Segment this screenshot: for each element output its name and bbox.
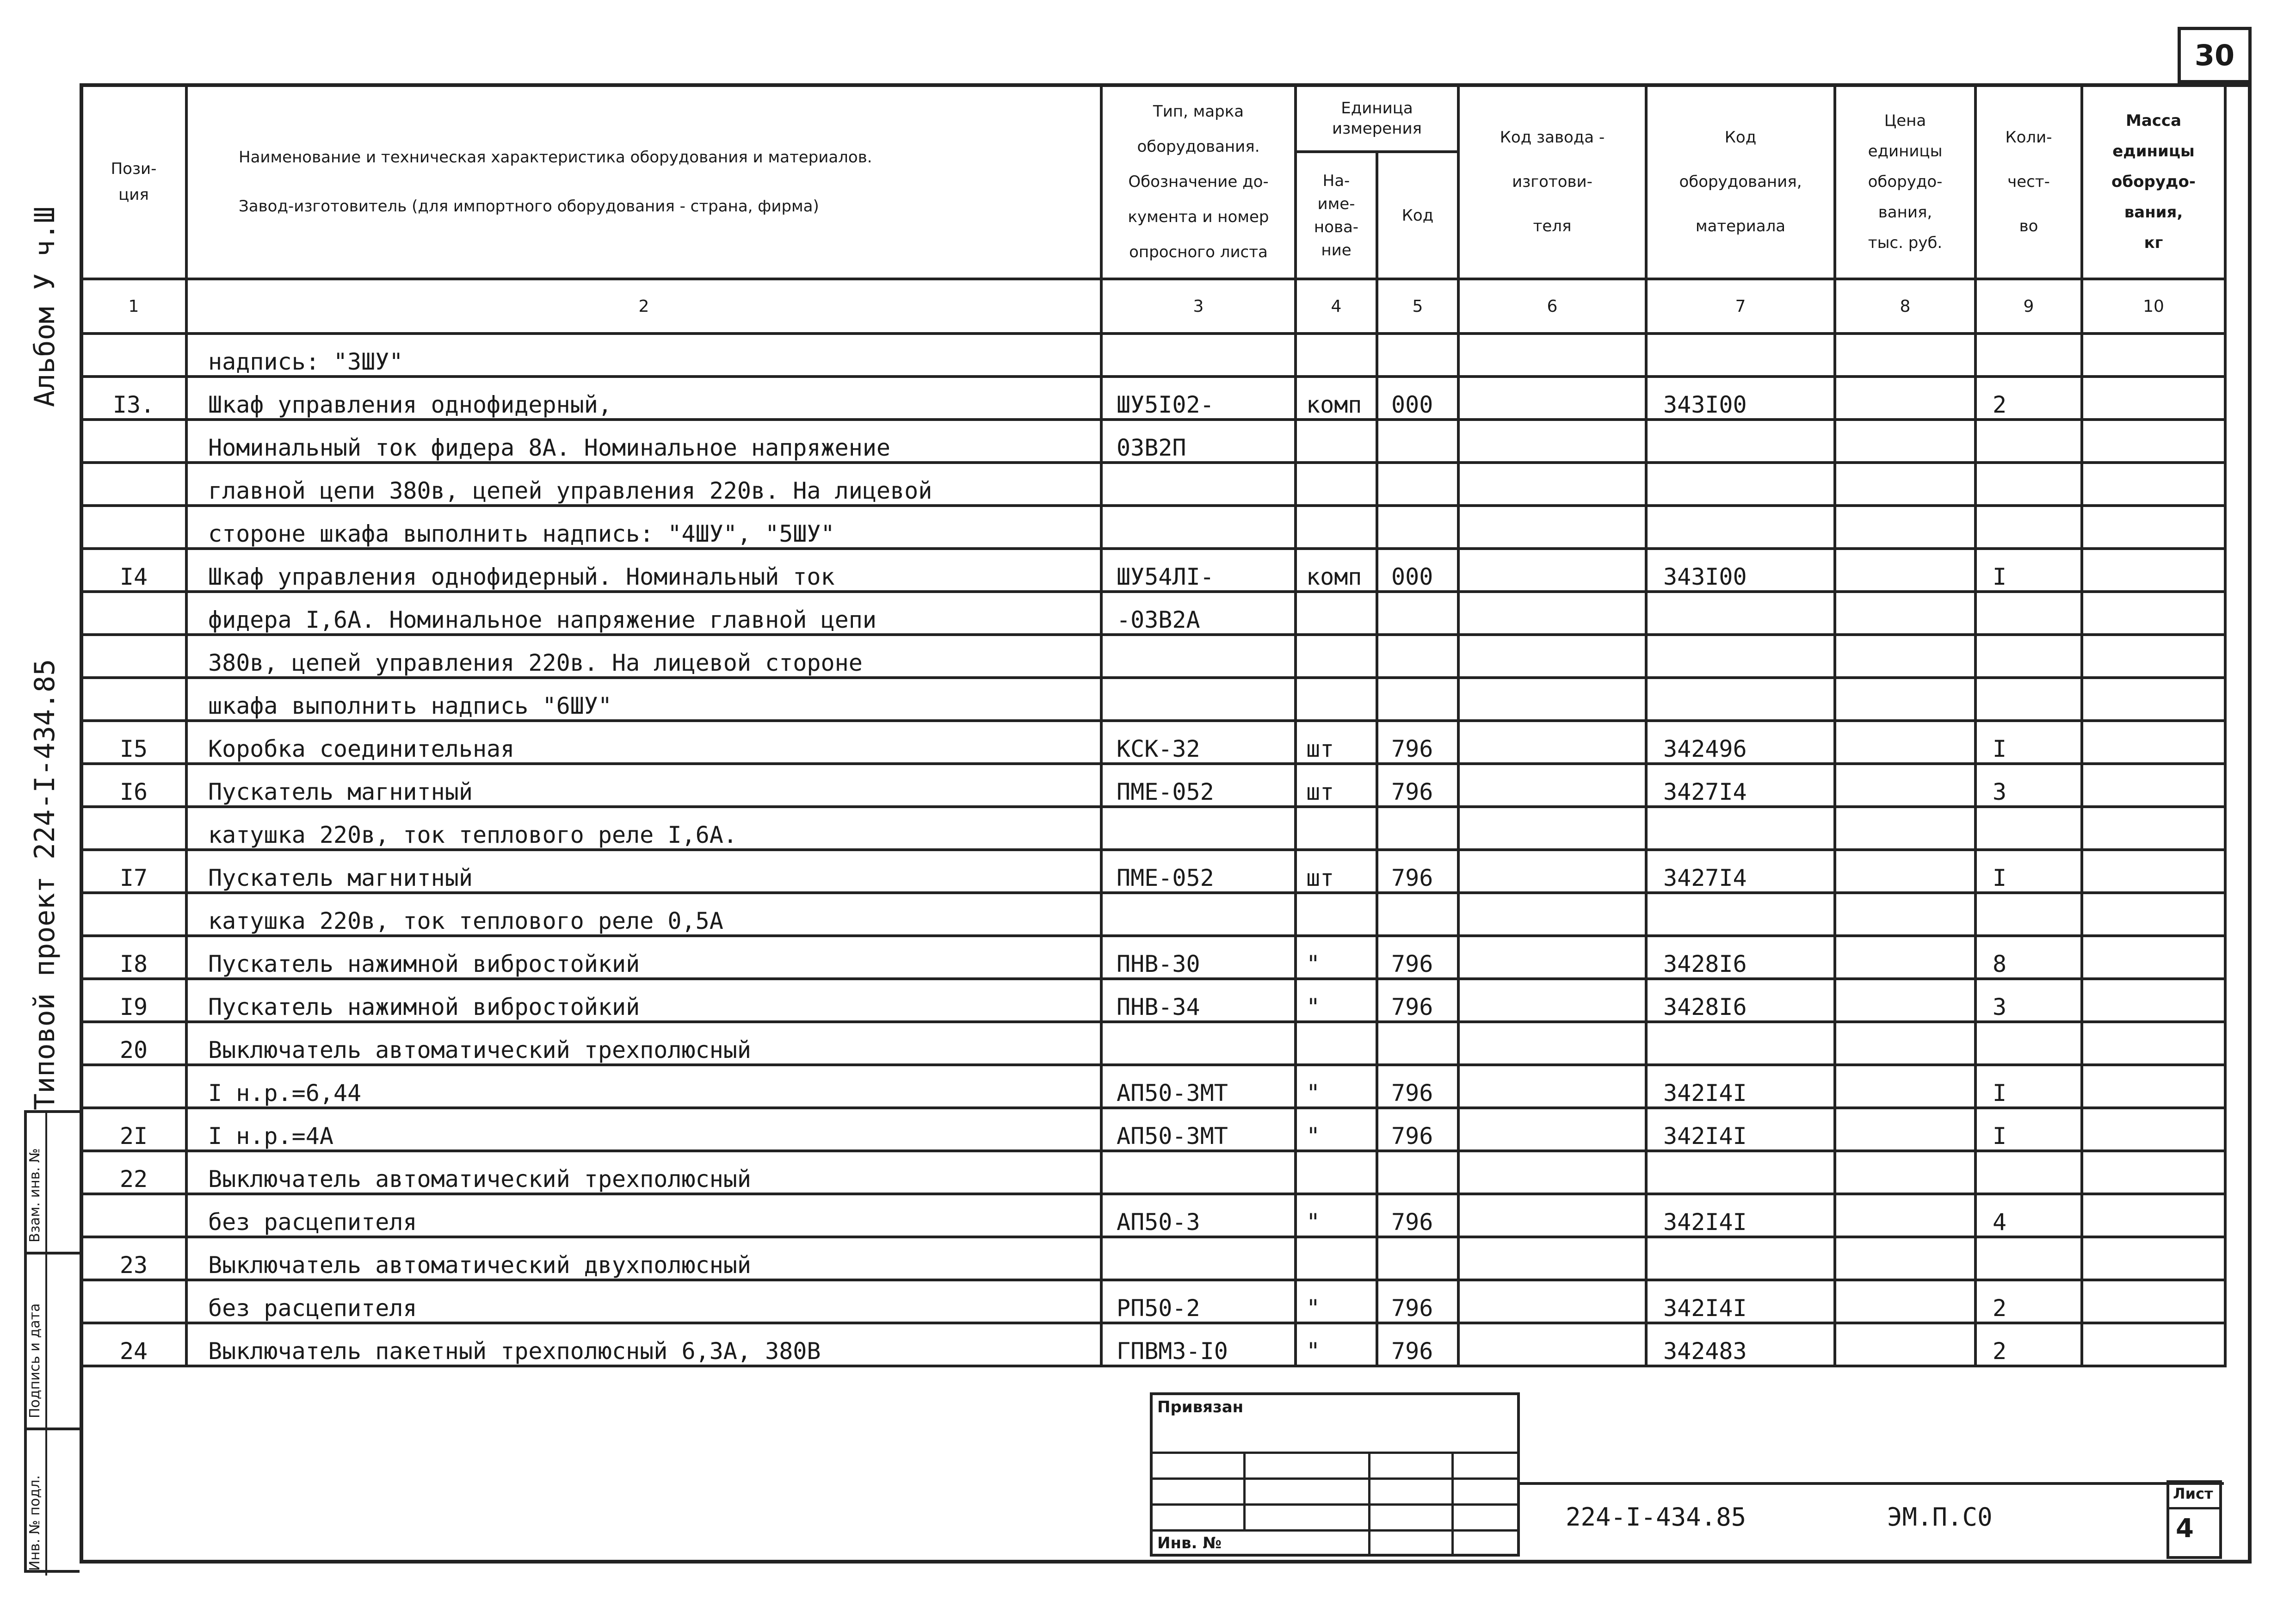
row-quantity: 4 — [1975, 1194, 2082, 1237]
row-quantity: I — [1975, 549, 2082, 592]
row-equipment-code: 342I4I — [1646, 1065, 1835, 1108]
row-unit-name: шт — [1296, 721, 1377, 764]
col-number: 1 — [81, 279, 186, 334]
row-type: ГПВМ3-I0 — [1101, 1323, 1296, 1366]
row-name: главной цепи 380в, цепей управления 220в. На лицевой — [186, 463, 1101, 506]
row-name: Выключатель пакетный трехполюсный 6,3А, 380В — [186, 1323, 1101, 1366]
row-name: шкафа выполнить надпись "6ШУ" — [186, 678, 1101, 721]
row-unit-code: 796 — [1377, 721, 1458, 764]
page-number: 30 — [2178, 27, 2252, 83]
col-number: 2 — [186, 279, 1101, 334]
row-unit-code: 796 — [1377, 1280, 1458, 1323]
album-label: Альбом У ч.Ш — [29, 206, 61, 407]
project-label: Типовой проект 224-I-434.85 — [29, 659, 61, 1110]
row-unit-name: " — [1296, 1194, 1377, 1237]
row-type: ПМЕ-052 — [1101, 764, 1296, 807]
row-name: Номинальный ток фидера 8А. Номинальное напряжение — [186, 420, 1101, 463]
row-unit-code: 796 — [1377, 1108, 1458, 1151]
row-name: Шкаф управления однофидерный, — [186, 377, 1101, 420]
row-name: 380в, цепей управления 220в. На лицевой стороне — [186, 635, 1101, 678]
row-unit-name: " — [1296, 979, 1377, 1022]
row-type: ШУ5I02- — [1101, 377, 1296, 420]
row-name: Выключатель автоматический двухполюсный — [186, 1237, 1101, 1280]
row-unit-name: шт — [1296, 764, 1377, 807]
row-equipment-code: 342I4I — [1646, 1108, 1835, 1151]
bound-label: Привязан — [1157, 1398, 1244, 1416]
row-equipment-code: 343I00 — [1646, 377, 1835, 420]
row-quantity: I — [1975, 721, 2082, 764]
row-unit-code: 796 — [1377, 1323, 1458, 1366]
stamp-replacement: Взам. инв. № — [27, 1148, 43, 1242]
row-unit-code: 000 — [1377, 549, 1458, 592]
row-type: КСК-32 — [1101, 721, 1296, 764]
row-name: I н.р.=6,44 — [186, 1065, 1101, 1108]
row-equipment-code: 342483 — [1646, 1323, 1835, 1366]
row-name: стороне шкафа выполнить надпись: "4ШУ", "5ШУ" — [186, 506, 1101, 549]
row-name: Пускатель магнитный — [186, 764, 1101, 807]
row-equipment-code: 3428I6 — [1646, 979, 1835, 1022]
row-name: Выключатель автоматический трехполюсный — [186, 1022, 1101, 1065]
row-quantity: 2 — [1975, 1280, 2082, 1323]
col-number: 9 — [1975, 279, 2082, 334]
row-unit-name: шт — [1296, 850, 1377, 893]
row-position: I4 — [81, 549, 186, 592]
header-unit-name: На- име- нова- ние — [1296, 152, 1377, 279]
row-position: I8 — [81, 936, 186, 979]
row-type: ШУ54ЛI- — [1101, 549, 1296, 592]
sheet-label: Лист — [2173, 1485, 2213, 1502]
row-quantity: I — [1975, 1065, 2082, 1108]
row-type: РП50-2 — [1101, 1280, 1296, 1323]
row-position: 24 — [81, 1323, 186, 1366]
header-unit-group: Единица измерения — [1296, 85, 1458, 152]
row-unit-code: 796 — [1377, 1065, 1458, 1108]
row-quantity: I — [1975, 850, 2082, 893]
row-unit-name: комп — [1296, 549, 1377, 592]
row-unit-name: " — [1296, 1323, 1377, 1366]
row-name: без расцепителя — [186, 1194, 1101, 1237]
row-equipment-code: 342496 — [1646, 721, 1835, 764]
row-equipment-code: 342I4I — [1646, 1194, 1835, 1237]
row-quantity: 8 — [1975, 936, 2082, 979]
row-position: 2I — [81, 1108, 186, 1151]
row-name: катушка 220в, ток теплового реле I,6А. — [186, 807, 1101, 850]
outer-frame — [80, 83, 2252, 1564]
row-type: АП50-3МТ — [1101, 1108, 1296, 1151]
inventory-label: Инв. № — [1157, 1534, 1222, 1552]
col-number: 7 — [1646, 279, 1835, 334]
header-name-line1: Наименование и техническая характеристика оборудования и материалов. — [239, 148, 872, 167]
row-quantity: 3 — [1975, 764, 2082, 807]
row-name: Пускатель нажимной вибростойкий — [186, 936, 1101, 979]
row-name: надпись: "ЗШУ" — [186, 334, 1101, 377]
row-name: Пускатель нажимной вибростойкий — [186, 979, 1101, 1022]
row-quantity: I — [1975, 1108, 2082, 1151]
header-unit-code: Код — [1377, 152, 1458, 279]
row-unit-name: " — [1296, 1280, 1377, 1323]
header-unit-price: Цена единицы оборудо- вания, тыс. руб. — [1835, 85, 1975, 279]
row-position: I3. — [81, 377, 186, 420]
row-type: ПНВ-30 — [1101, 936, 1296, 979]
document-mark: ЭМ.П.С0 — [1887, 1502, 1993, 1532]
row-quantity: 2 — [1975, 1323, 2082, 1366]
document-code: 224-I-434.85 — [1566, 1502, 1747, 1532]
row-unit-code: 796 — [1377, 764, 1458, 807]
row-unit-code: 796 — [1377, 979, 1458, 1022]
row-unit-name: комп — [1296, 377, 1377, 420]
header-manufacturer-code: Код завода - изготови- теля — [1458, 85, 1646, 279]
row-unit-name: " — [1296, 1108, 1377, 1151]
header-position: Пози- ция — [81, 85, 186, 279]
row-unit-code: 796 — [1377, 1194, 1458, 1237]
row-equipment-code: 343I00 — [1646, 549, 1835, 592]
stamp-signature-date: Подпись и дата — [27, 1303, 43, 1418]
approval-stamps — [24, 1110, 80, 1573]
header-type: Тип, марка оборудования. Обозначение до- кумента и номер опросного листа — [1101, 85, 1296, 279]
row-position: 22 — [81, 1151, 186, 1194]
row-name: Пускатель магнитный — [186, 850, 1101, 893]
row-name: катушка 220в, ток теплового реле 0,5А — [186, 893, 1101, 936]
row-name: Выключатель автоматический трехполюсный — [186, 1151, 1101, 1194]
row-quantity: 3 — [1975, 979, 2082, 1022]
stamp-original-inventory: Инв. № подл. — [27, 1475, 43, 1571]
col-number: 8 — [1835, 279, 1975, 334]
col-number: 4 — [1296, 279, 1377, 334]
row-type: ПНВ-34 — [1101, 979, 1296, 1022]
row-type: АП50-3 — [1101, 1194, 1296, 1237]
col-number: 5 — [1377, 279, 1458, 334]
row-unit-code: 000 — [1377, 377, 1458, 420]
header-name-line2: Завод-изготовитель (для импортного оборудования - страна, фирма) — [239, 197, 819, 216]
row-position: I6 — [81, 764, 186, 807]
col-number: 3 — [1101, 279, 1296, 334]
row-position: I7 — [81, 850, 186, 893]
row-quantity: 2 — [1975, 377, 2082, 420]
row-type: -03В2А — [1101, 592, 1296, 635]
row-equipment-code: 342I4I — [1646, 1280, 1835, 1323]
row-unit-code: 796 — [1377, 936, 1458, 979]
col-number: 10 — [2082, 279, 2225, 334]
row-equipment-code: 3428I6 — [1646, 936, 1835, 979]
row-position: I5 — [81, 721, 186, 764]
row-name: без расцепителя — [186, 1280, 1101, 1323]
sheet-number: 4 — [2176, 1514, 2194, 1544]
row-type: ПМЕ-052 — [1101, 850, 1296, 893]
row-position: 23 — [81, 1237, 186, 1280]
row-position: 20 — [81, 1022, 186, 1065]
header-mass: Масса единицы оборудо- вания, кг — [2082, 85, 2225, 279]
row-name: Шкаф управления однофидерный. Номинальный ток — [186, 549, 1101, 592]
header-equipment-code: Код оборудования, материала — [1646, 85, 1835, 279]
row-position: I9 — [81, 979, 186, 1022]
row-unit-name: " — [1296, 936, 1377, 979]
row-name: I н.р.=4А — [186, 1108, 1101, 1151]
header-quantity: Коли- чест- во — [1975, 85, 2082, 279]
row-name: фидера I,6А. Номинальное напряжение главной цепи — [186, 592, 1101, 635]
row-unit-code: 796 — [1377, 850, 1458, 893]
row-type: АП50-3МТ — [1101, 1065, 1296, 1108]
col-number: 6 — [1458, 279, 1646, 334]
row-name: Коробка соединительная — [186, 721, 1101, 764]
row-type: 03В2П — [1101, 420, 1296, 463]
row-equipment-code: 3427I4 — [1646, 764, 1835, 807]
row-equipment-code: 3427I4 — [1646, 850, 1835, 893]
row-unit-name: " — [1296, 1065, 1377, 1108]
